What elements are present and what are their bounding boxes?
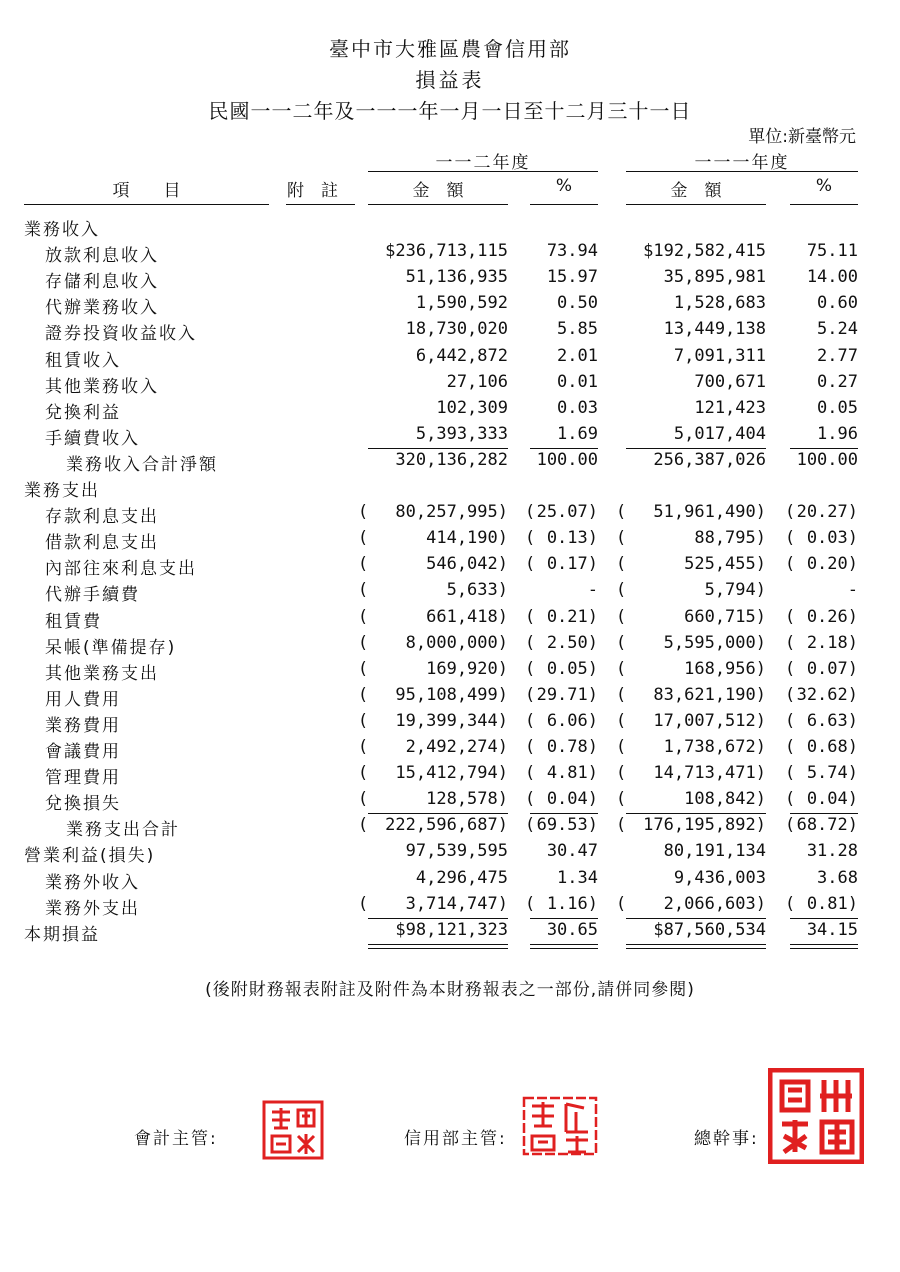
- statement-row: [0, 346, 900, 372]
- item-column-header: 項 目: [112, 181, 181, 201]
- percent-prior: 2.18): [806, 633, 858, 653]
- paren-percent-prior: (: [787, 528, 794, 548]
- percent-current: 0.13): [546, 528, 598, 548]
- percent-prior: 5.74): [806, 763, 858, 783]
- statement-row: [0, 815, 900, 841]
- credit-dept-supervisor-label: 信用部主管:: [404, 1129, 507, 1149]
- subtotal-rule: [790, 448, 858, 449]
- statement-row: [0, 659, 900, 685]
- statement-row: [0, 450, 900, 476]
- amount-prior: 83,621,190): [653, 685, 766, 705]
- row-label: 呆帳(準備提存): [45, 638, 177, 658]
- row-label: 業務費用: [45, 716, 121, 736]
- statement-row: [0, 763, 900, 789]
- paren-percent-prior: (: [787, 711, 794, 731]
- statement-row: [0, 215, 900, 241]
- percent-prior: 0.81): [806, 894, 858, 914]
- paren-percent-current: (: [527, 737, 534, 757]
- seal-graphic: [768, 1068, 864, 1164]
- amount-prior: 13,449,138: [663, 319, 766, 339]
- percent-current: 0.01: [557, 372, 598, 392]
- paren-amount-current: (: [360, 815, 367, 835]
- row-label: 業務支出合計: [66, 820, 180, 840]
- amount-current: 95,108,499): [395, 685, 508, 705]
- amount-prior: 5,017,404: [673, 424, 766, 444]
- paren-amount-current: (: [360, 607, 367, 627]
- amount-current: 169,920): [426, 659, 508, 679]
- percent-current: 69.53): [536, 815, 598, 835]
- amount-current: 661,418): [426, 607, 508, 627]
- percent-prior: 2.77: [817, 346, 858, 366]
- amount-current: 8,000,000): [405, 633, 508, 653]
- period-title: 民國一一二年及一一一年一月一日至十二月三十一日: [208, 99, 692, 123]
- credit-dept-supervisor-seal: [520, 1092, 600, 1158]
- amount-current: 27,106: [446, 372, 508, 392]
- paren-amount-current: (: [360, 737, 367, 757]
- percent-prior: 0.27: [817, 372, 858, 392]
- amount-prior: 1,738,672): [663, 737, 766, 757]
- percent-prior: 3.68: [817, 868, 858, 888]
- paren-amount-prior: (: [618, 789, 625, 809]
- paren-percent-current: (: [527, 711, 534, 731]
- subtotal-rule: [626, 918, 766, 919]
- percent-prior: 31.28: [806, 841, 858, 861]
- total-double-rule: [368, 944, 508, 945]
- paren-amount-prior: (: [618, 763, 625, 783]
- row-label: 租賃費: [45, 612, 102, 632]
- amount-current: $98,121,323: [395, 920, 508, 940]
- statement-row: [0, 398, 900, 424]
- statement-row: [0, 267, 900, 293]
- amount-prior: $192,582,415: [643, 241, 766, 261]
- row-label: 借款利息支出: [45, 533, 159, 553]
- year-prior-header: 一一一年度: [694, 153, 790, 173]
- amount-prior-header: 金 額: [670, 181, 722, 201]
- percent-current: 0.17): [546, 554, 598, 574]
- statement-row: [0, 528, 900, 554]
- amount-current: 222,596,687): [385, 815, 508, 835]
- row-label: 其他業務收入: [45, 377, 159, 397]
- header-rule-note: [286, 204, 355, 205]
- total-double-rule: [626, 944, 766, 945]
- row-label: 用人費用: [45, 690, 121, 710]
- seal-graphic: [520, 1092, 600, 1158]
- amount-prior: 108,842): [684, 789, 766, 809]
- row-label: 其他業務支出: [45, 664, 159, 684]
- footnote: (後附財務報表附註及附件為本財務報表之一部份,請併同參閱): [205, 980, 695, 1000]
- percent-prior: 100.00: [796, 450, 858, 470]
- paren-percent-prior: (: [787, 894, 794, 914]
- paren-amount-prior: (: [618, 815, 625, 835]
- amount-prior: 14,713,471): [653, 763, 766, 783]
- row-label: 內部往來利息支出: [45, 559, 197, 579]
- percent-prior: 5.24: [817, 319, 858, 339]
- percent-prior: 14.00: [806, 267, 858, 287]
- paren-amount-current: (: [360, 659, 367, 679]
- row-label: 手續費收入: [45, 429, 140, 449]
- amount-prior: 80,191,134: [663, 841, 766, 861]
- amount-prior: 660,715): [684, 607, 766, 627]
- statement-row: [0, 241, 900, 267]
- year-current-header: 一一二年度: [435, 153, 531, 173]
- paren-amount-current: (: [360, 894, 367, 914]
- amount-prior: 17,007,512): [653, 711, 766, 731]
- paren-percent-prior: (: [787, 815, 794, 835]
- row-label: 證券投資收益收入: [45, 324, 197, 344]
- row-label: 租賃收入: [45, 351, 121, 371]
- header-rule-amount-prior: [626, 204, 766, 205]
- currency-unit: 單位:新臺幣元: [748, 127, 856, 147]
- percent-current: 2.01: [557, 346, 598, 366]
- percent-current: 30.47: [546, 841, 598, 861]
- statement-row: [0, 868, 900, 894]
- statement-row: [0, 789, 900, 815]
- percent-current: 0.04): [546, 789, 598, 809]
- paren-amount-current: (: [360, 633, 367, 653]
- amount-current: 320,136,282: [395, 450, 508, 470]
- paren-amount-prior: (: [618, 659, 625, 679]
- amount-current: 15,412,794): [395, 763, 508, 783]
- percent-prior: 0.20): [806, 554, 858, 574]
- paren-percent-prior: (: [787, 789, 794, 809]
- percent-current: 2.50): [546, 633, 598, 653]
- percent-current: 29.71): [536, 685, 598, 705]
- percent-current: 100.00: [536, 450, 598, 470]
- row-label: 業務支出: [24, 481, 100, 501]
- subtotal-rule: [626, 448, 766, 449]
- amount-current: 414,190): [426, 528, 508, 548]
- paren-amount-prior: (: [618, 633, 625, 653]
- paren-amount-prior: (: [618, 685, 625, 705]
- percent-current: 15.97: [546, 267, 598, 287]
- percent-prior: 0.05: [817, 398, 858, 418]
- amount-current: 51,136,935: [405, 267, 508, 287]
- percent-prior: 6.63): [806, 711, 858, 731]
- org-title: 臺中市大雅區農會信用部: [329, 37, 571, 61]
- subtotal-rule: [368, 918, 508, 919]
- paren-amount-current: (: [360, 554, 367, 574]
- row-label: 代辦業務收入: [45, 298, 159, 318]
- amount-current: 1,590,592: [415, 293, 508, 313]
- total-double-rule: [626, 948, 766, 949]
- total-double-rule: [530, 948, 598, 949]
- percent-current-header: %: [555, 176, 573, 196]
- paren-amount-prior: (: [618, 554, 625, 574]
- paren-percent-current: (: [527, 894, 534, 914]
- paren-amount-prior: (: [618, 607, 625, 627]
- paren-percent-current: (: [527, 789, 534, 809]
- amount-prior: 1,528,683: [673, 293, 766, 313]
- percent-current: 4.81): [546, 763, 598, 783]
- statement-row: [0, 920, 900, 946]
- amount-current: 80,257,995): [395, 502, 508, 522]
- amount-prior: 121,423: [694, 398, 766, 418]
- amount-prior: 5,595,000): [663, 633, 766, 653]
- statement-row: [0, 424, 900, 450]
- subtotal-rule: [626, 813, 766, 814]
- row-label: 管理費用: [45, 768, 121, 788]
- paren-percent-current: (: [527, 815, 534, 835]
- percent-current: 5.85: [557, 319, 598, 339]
- row-label: 業務外收入: [45, 873, 140, 893]
- amount-prior: 9,436,003: [673, 868, 766, 888]
- percent-current: 1.16): [546, 894, 598, 914]
- amount-current: 5,633): [446, 580, 508, 600]
- statement-row: [0, 476, 900, 502]
- amount-prior: 5,794): [704, 580, 766, 600]
- paren-amount-current: (: [360, 580, 367, 600]
- paren-percent-prior: (: [787, 737, 794, 757]
- statement-row: [0, 502, 900, 528]
- percent-prior: 0.07): [806, 659, 858, 679]
- paren-amount-prior: (: [618, 502, 625, 522]
- amount-current: $236,713,115: [385, 241, 508, 261]
- percent-prior: 34.15: [806, 920, 858, 940]
- amount-current-header: 金 額: [412, 181, 464, 201]
- amount-current: 3,714,747): [405, 894, 508, 914]
- amount-current: 6,442,872: [415, 346, 508, 366]
- percent-prior: 0.04): [806, 789, 858, 809]
- total-double-rule: [790, 944, 858, 945]
- general-manager-label: 總幹事:: [694, 1129, 759, 1149]
- percent-current: 0.05): [546, 659, 598, 679]
- subtotal-rule: [368, 448, 508, 449]
- percent-current: 0.21): [546, 607, 598, 627]
- row-label: 放款利息收入: [45, 246, 159, 266]
- row-label: 兌換損失: [45, 794, 121, 814]
- paren-amount-prior: (: [618, 528, 625, 548]
- paren-percent-current: (: [527, 633, 534, 653]
- percent-prior: 0.68): [806, 737, 858, 757]
- header-rule-amount-current: [368, 204, 508, 205]
- paren-amount-prior: (: [618, 711, 625, 731]
- percent-current: 6.06): [546, 711, 598, 731]
- total-double-rule: [790, 948, 858, 949]
- statement-title: 損益表: [415, 68, 485, 92]
- row-label: 業務收入: [24, 220, 100, 240]
- amount-current: 4,296,475: [415, 868, 508, 888]
- accounting-supervisor-label: 會計主管:: [134, 1129, 218, 1149]
- row-label: 存儲利息收入: [45, 272, 159, 292]
- amount-prior: 525,455): [684, 554, 766, 574]
- paren-amount-current: (: [360, 711, 367, 731]
- amount-prior: $87,560,534: [653, 920, 766, 940]
- subtotal-rule: [790, 813, 858, 814]
- statement-row: [0, 737, 900, 763]
- paren-amount-prior: (: [618, 737, 625, 757]
- statement-row: [0, 293, 900, 319]
- row-label: 業務外支出: [45, 899, 140, 919]
- paren-percent-prior: (: [787, 659, 794, 679]
- paren-percent-current: (: [527, 659, 534, 679]
- percent-current: 30.65: [546, 920, 598, 940]
- statement-row: [0, 607, 900, 633]
- subtotal-rule: [530, 813, 598, 814]
- amount-current: 546,042): [426, 554, 508, 574]
- percent-prior-header: %: [815, 176, 833, 196]
- percent-current: 1.69: [557, 424, 598, 444]
- statement-row: [0, 711, 900, 737]
- subtotal-rule: [530, 918, 598, 919]
- percent-current: 73.94: [546, 241, 598, 261]
- percent-current: 1.34: [557, 868, 598, 888]
- paren-amount-current: (: [360, 528, 367, 548]
- percent-prior: 68.72): [796, 815, 858, 835]
- subtotal-rule: [368, 813, 508, 814]
- amount-prior: 168,956): [684, 659, 766, 679]
- amount-current: 97,539,595: [405, 841, 508, 861]
- amount-current: 19,399,344): [395, 711, 508, 731]
- percent-prior: 1.96: [817, 424, 858, 444]
- paren-percent-current: (: [527, 607, 534, 627]
- row-label: 業務收入合計淨額: [66, 455, 218, 475]
- row-label: 代辦手續費: [45, 585, 140, 605]
- paren-percent-prior: (: [787, 633, 794, 653]
- paren-percent-current: (: [527, 554, 534, 574]
- note-column-header: 附 註: [287, 181, 338, 201]
- paren-percent-current: (: [527, 685, 534, 705]
- subtotal-rule: [530, 448, 598, 449]
- amount-prior: 700,671: [694, 372, 766, 392]
- percent-current: 0.78): [546, 737, 598, 757]
- amount-prior: 35,895,981: [663, 267, 766, 287]
- row-label: 營業利益(損失): [24, 846, 156, 866]
- paren-percent-current: (: [527, 502, 534, 522]
- paren-percent-prior: (: [787, 607, 794, 627]
- total-double-rule: [368, 948, 508, 949]
- amount-prior: 2,066,603): [663, 894, 766, 914]
- row-label: 存款利息支出: [45, 507, 159, 527]
- statement-row: [0, 685, 900, 711]
- paren-percent-current: (: [527, 528, 534, 548]
- percent-prior: 32.62): [796, 685, 858, 705]
- statement-row: [0, 841, 900, 867]
- amount-current: 18,730,020: [405, 319, 508, 339]
- paren-amount-current: (: [360, 502, 367, 522]
- row-label: 會議費用: [45, 742, 121, 762]
- total-double-rule: [530, 944, 598, 945]
- percent-prior: 0.60: [817, 293, 858, 313]
- seal-graphic: [262, 1100, 324, 1160]
- percent-current: 25.07): [536, 502, 598, 522]
- paren-percent-current: (: [527, 763, 534, 783]
- amount-prior: 88,795): [694, 528, 766, 548]
- amount-prior: 7,091,311: [673, 346, 766, 366]
- header-rule-item: [24, 204, 269, 205]
- percent-prior: -: [847, 580, 858, 600]
- row-label: 兌換利益: [45, 403, 121, 423]
- percent-current: -: [587, 580, 598, 600]
- percent-current: 0.03: [557, 398, 598, 418]
- amount-prior: 176,195,892): [643, 815, 766, 835]
- amount-prior: 256,387,026: [653, 450, 766, 470]
- header-rule-percent-current: [530, 204, 598, 205]
- paren-amount-prior: (: [618, 580, 625, 600]
- accounting-supervisor-seal: [262, 1100, 324, 1160]
- percent-prior: 0.26): [806, 607, 858, 627]
- statement-row: [0, 894, 900, 920]
- amount-current: 2,492,274): [405, 737, 508, 757]
- percent-current: 0.50: [557, 293, 598, 313]
- subtotal-rule: [790, 918, 858, 919]
- paren-percent-prior: (: [787, 685, 794, 705]
- percent-prior: 0.03): [806, 528, 858, 548]
- general-manager-seal: [768, 1068, 864, 1164]
- amount-current: 5,393,333: [415, 424, 508, 444]
- percent-prior: 75.11: [806, 241, 858, 261]
- paren-percent-prior: (: [787, 502, 794, 522]
- paren-percent-prior: (: [787, 763, 794, 783]
- statement-row: [0, 372, 900, 398]
- amount-prior: 51,961,490): [653, 502, 766, 522]
- paren-amount-current: (: [360, 763, 367, 783]
- statement-row: [0, 319, 900, 345]
- statement-row: [0, 554, 900, 580]
- statement-row: [0, 580, 900, 606]
- percent-prior: 20.27): [796, 502, 858, 522]
- paren-percent-prior: (: [787, 554, 794, 574]
- amount-current: 102,309: [436, 398, 508, 418]
- amount-current: 128,578): [426, 789, 508, 809]
- header-rule-percent-prior: [790, 204, 858, 205]
- year-prior-rule: [626, 171, 858, 172]
- paren-amount-current: (: [360, 789, 367, 809]
- paren-amount-prior: (: [618, 894, 625, 914]
- paren-amount-current: (: [360, 685, 367, 705]
- row-label: 本期損益: [24, 925, 100, 945]
- year-current-rule: [368, 171, 598, 172]
- statement-row: [0, 633, 900, 659]
